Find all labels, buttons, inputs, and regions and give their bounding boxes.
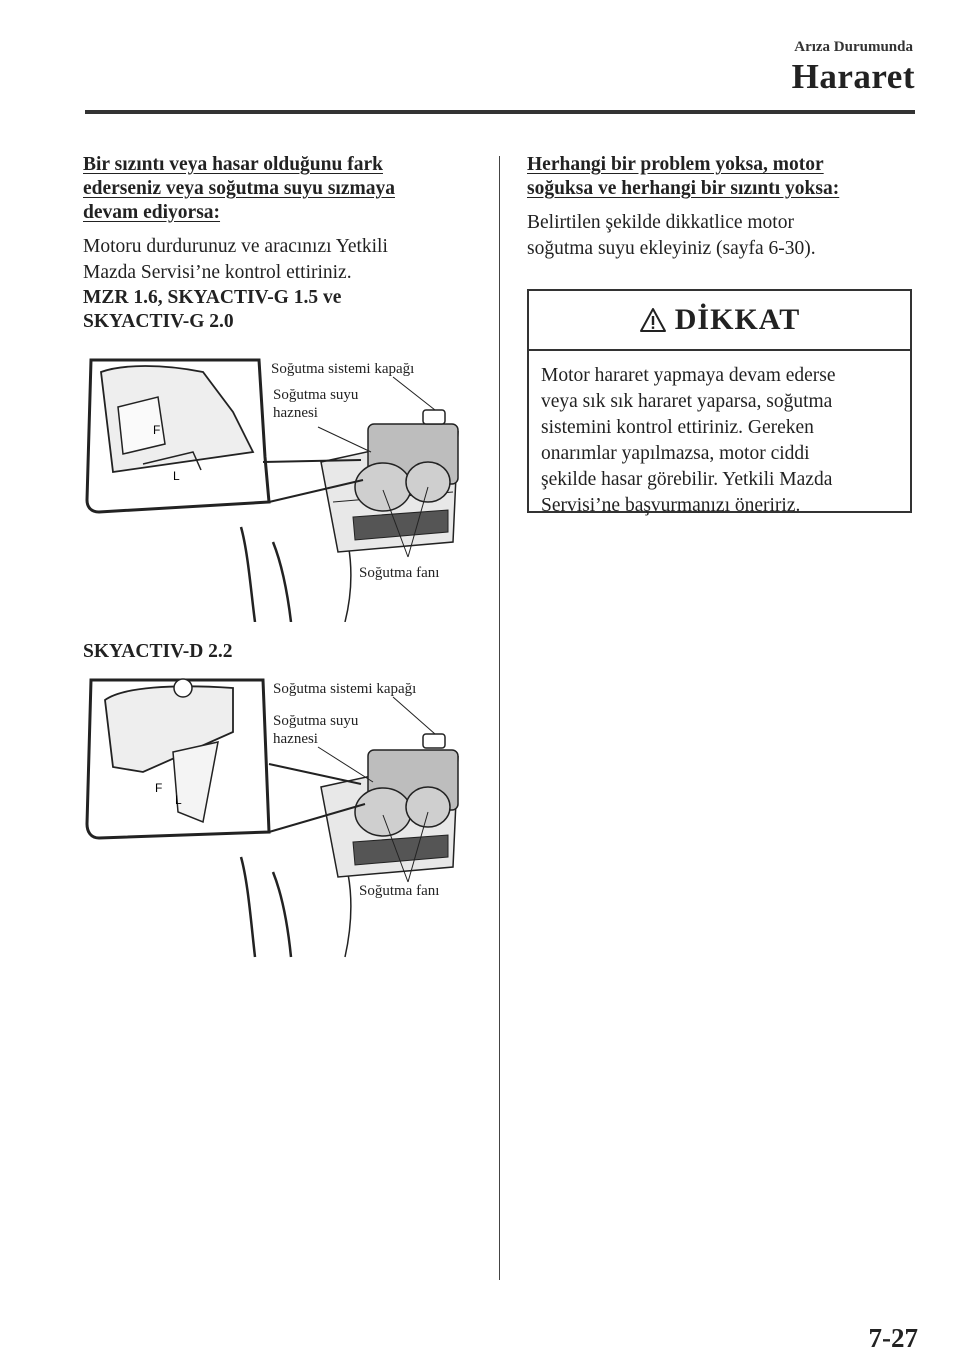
leak-instruction: Motoru durdurunuz ve aracınızı Yetkili Mazda Servisi’ne kontrol ettiriniz. [83,236,388,283]
caution-header [529,291,910,351]
cap-label: Soğutma sistemi kapağı [271,361,415,377]
figure-diesel-engine-bay [83,672,473,960]
left-column [83,153,483,334]
figure-gasoline-engine-bay [83,352,473,622]
leak-heading: Bir sızıntı veya hasar olduğunu fark ederseniz veya soğutma suyu sızmaya devam ediyorsa: [83,154,395,223]
add-coolant-instruction: Belirtilen şekilde dikkatlice motor soğutma suyu ekleyiniz (sayfa 6-30). [527,212,816,259]
min-mark-l: L [173,469,180,483]
page-number: 7-27 [868,1323,918,1353]
max-mark-f: F [155,781,163,795]
warning-triangle-icon [639,307,667,333]
caution-title: DİKKAT [674,303,801,336]
page-title: Hararet [791,57,915,96]
header-rule [85,110,915,114]
reservoir-label: Soğutma suyu haznesi [273,387,359,421]
fan-label: Soğutma fanı [359,883,440,899]
model-heading-gasoline: MZR 1.6, SKYACTIV-G 1.5 ve SKYACTIV-G 2.0 [83,287,342,332]
fan-label: Soğutma fanı [359,565,440,581]
right-column [527,153,917,262]
reservoir-label: Soğutma suyu haznesi [273,713,359,747]
min-mark-l: L [175,793,182,807]
caution-text: Motor hararet yapmaya devam ederse veya sık sık hararet yaparsa, soğutma sistemini kontrol ettiriniz. Gereken onarımlar yapılmazsa, motor ciddi şekilde hasar görebilir. Yetkili Mazda Servisi’ne başvurmanızı öneririz. [541,365,836,516]
max-mark-f: F [153,423,161,437]
cap-label: Soğutma sistemi kapağı [273,681,417,697]
no-problem-heading: Herhangi bir problem yoksa, motor soğuksa ve herhangi bir sızıntı yoksa: [527,154,840,199]
section-label: Arıza Durumunda [794,39,913,55]
caution-box [527,289,912,516]
column-divider [499,156,500,1280]
model-heading-diesel: SKYACTIV-D 2.2 [83,641,233,662]
